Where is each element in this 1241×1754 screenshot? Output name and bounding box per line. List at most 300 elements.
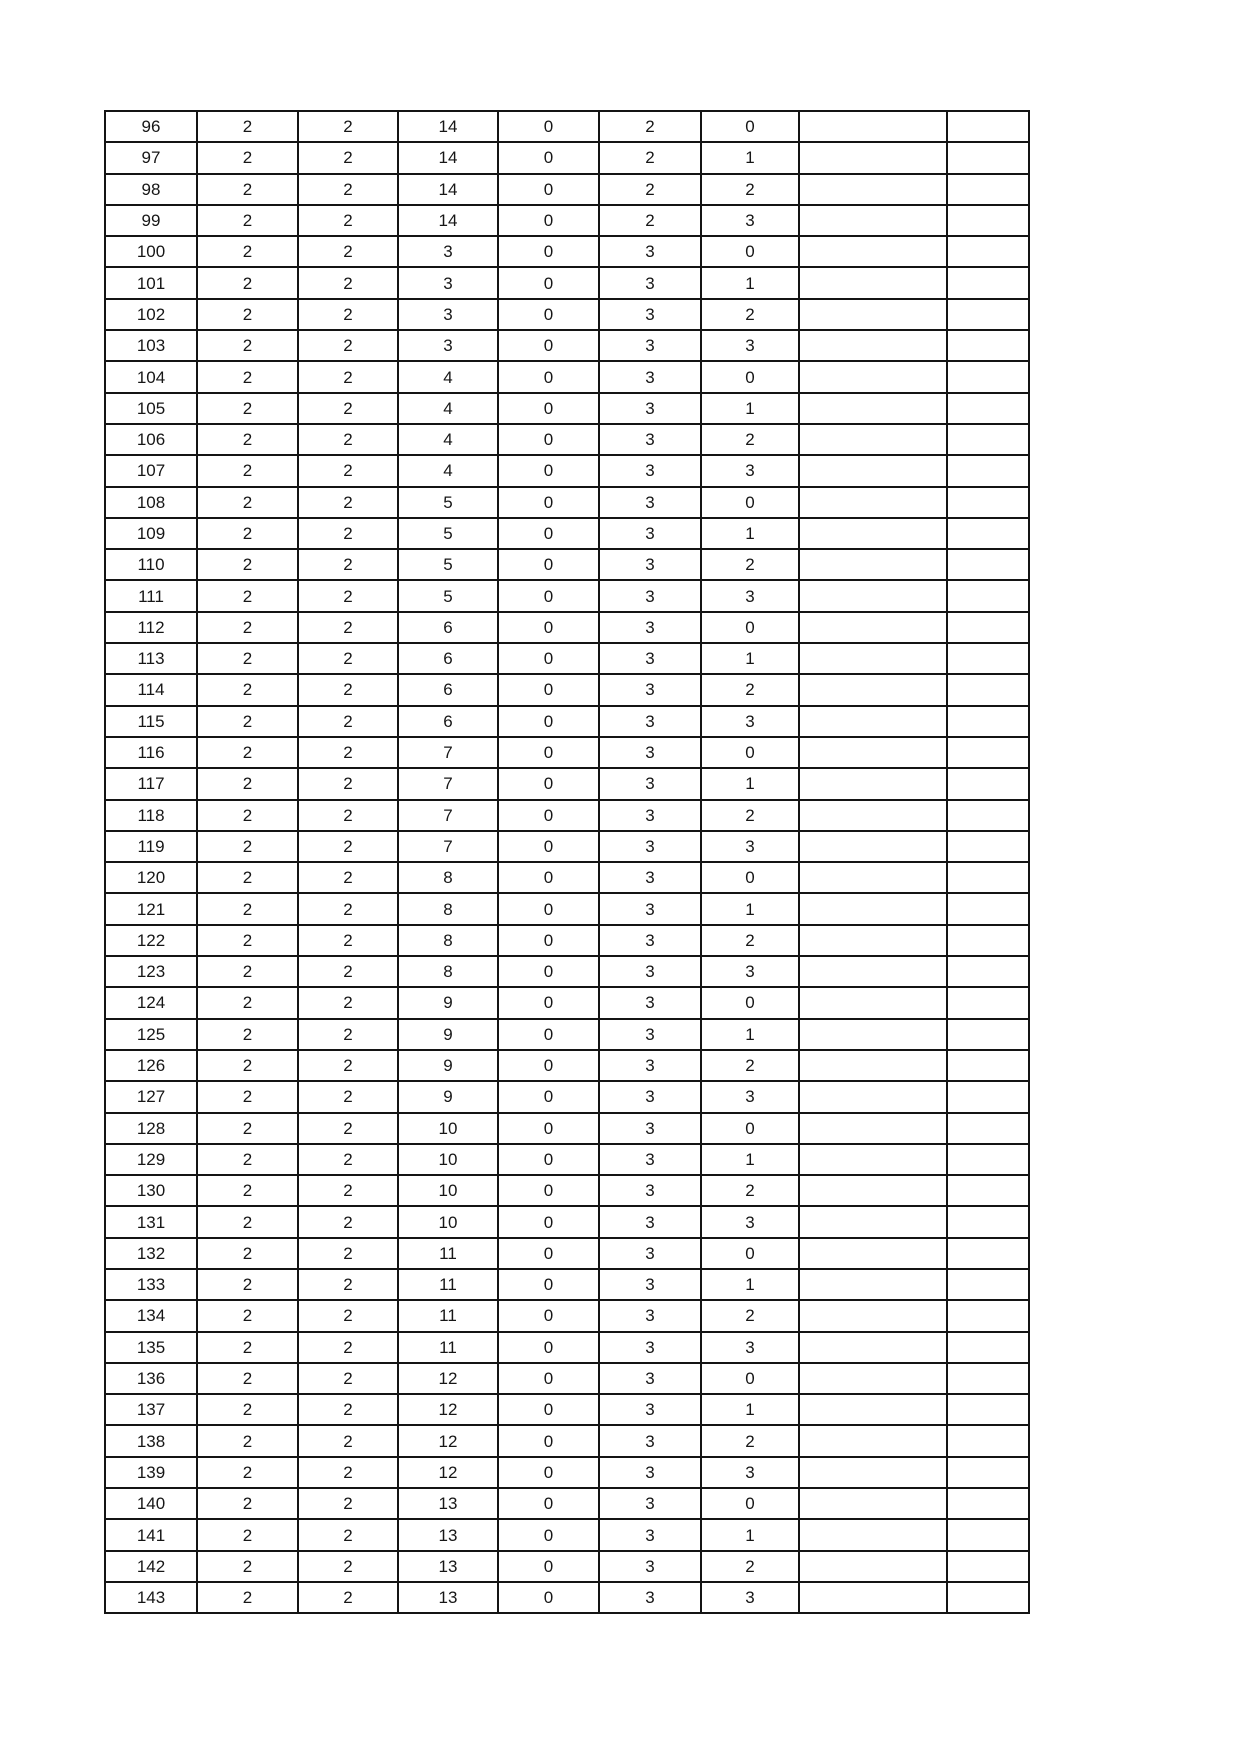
table-cell: 0 xyxy=(498,549,599,580)
table-cell: 2 xyxy=(298,267,398,298)
table-cell: 2 xyxy=(197,643,298,674)
table-cell: 0 xyxy=(498,424,599,455)
table-cell: 0 xyxy=(701,1238,799,1269)
table-cell: 2 xyxy=(197,580,298,611)
table-cell: 2 xyxy=(298,737,398,768)
table-cell: 0 xyxy=(701,1113,799,1144)
table-cell: 2 xyxy=(197,956,298,987)
table-cell xyxy=(799,487,947,518)
table-cell xyxy=(947,674,1029,705)
table-cell: 0 xyxy=(701,111,799,142)
table-cell: 3 xyxy=(599,1332,701,1363)
table-cell xyxy=(799,768,947,799)
table-cell xyxy=(947,706,1029,737)
table-cell: 14 xyxy=(398,205,498,236)
table-cell: 3 xyxy=(599,1582,701,1613)
table-row xyxy=(105,768,1029,799)
table-cell: 3 xyxy=(599,768,701,799)
table-cell: 2 xyxy=(197,267,298,298)
table-cell: 2 xyxy=(701,1551,799,1582)
table-cell: 3 xyxy=(398,299,498,330)
table-cell: 0 xyxy=(701,737,799,768)
table-cell: 2 xyxy=(298,893,398,924)
table-cell: 139 xyxy=(105,1457,197,1488)
table-cell: 2 xyxy=(197,1175,298,1206)
table-cell xyxy=(947,1300,1029,1331)
table-cell: 2 xyxy=(197,1488,298,1519)
table-cell: 11 xyxy=(398,1332,498,1363)
table-cell: 0 xyxy=(498,1081,599,1112)
table-cell xyxy=(947,1019,1029,1050)
table-cell: 8 xyxy=(398,862,498,893)
table-cell: 3 xyxy=(599,580,701,611)
table-cell xyxy=(947,236,1029,267)
table-cell: 10 xyxy=(398,1113,498,1144)
table-cell: 2 xyxy=(298,1394,398,1425)
table-cell: 2 xyxy=(298,330,398,361)
table-cell xyxy=(947,330,1029,361)
table-cell xyxy=(947,267,1029,298)
table-cell: 2 xyxy=(197,424,298,455)
table-cell: 2 xyxy=(197,1363,298,1394)
table-row xyxy=(105,893,1029,924)
table-cell: 0 xyxy=(498,299,599,330)
table-cell: 2 xyxy=(298,1300,398,1331)
table-cell: 1 xyxy=(701,267,799,298)
table-cell: 13 xyxy=(398,1519,498,1550)
table-cell: 0 xyxy=(498,612,599,643)
table-cell xyxy=(947,174,1029,205)
table-row xyxy=(105,1551,1029,1582)
table-cell xyxy=(947,393,1029,424)
table-cell xyxy=(947,1488,1029,1519)
table-cell: 119 xyxy=(105,831,197,862)
table-cell: 2 xyxy=(701,1300,799,1331)
table-row xyxy=(105,1457,1029,1488)
table-cell: 103 xyxy=(105,330,197,361)
table-cell: 0 xyxy=(498,330,599,361)
table-cell xyxy=(799,1519,947,1550)
table-cell: 107 xyxy=(105,455,197,486)
table-cell: 0 xyxy=(498,831,599,862)
table-cell: 1 xyxy=(701,643,799,674)
table-cell: 3 xyxy=(701,1332,799,1363)
table-cell: 136 xyxy=(105,1363,197,1394)
table-cell xyxy=(799,1175,947,1206)
table-cell: 2 xyxy=(197,455,298,486)
table-cell: 2 xyxy=(197,706,298,737)
table-cell xyxy=(947,1394,1029,1425)
table-cell: 0 xyxy=(498,1269,599,1300)
table-row xyxy=(105,1144,1029,1175)
table-cell: 2 xyxy=(197,1238,298,1269)
table-cell: 3 xyxy=(701,1206,799,1237)
table-cell: 2 xyxy=(701,800,799,831)
table-cell xyxy=(799,580,947,611)
table-cell: 2 xyxy=(298,800,398,831)
table-cell: 117 xyxy=(105,768,197,799)
table-cell xyxy=(799,205,947,236)
table-row xyxy=(105,612,1029,643)
table-cell: 3 xyxy=(599,299,701,330)
table-row xyxy=(105,299,1029,330)
table-cell xyxy=(799,1332,947,1363)
table-cell: 0 xyxy=(498,487,599,518)
table-cell xyxy=(947,1332,1029,1363)
table-cell: 10 xyxy=(398,1144,498,1175)
table-cell: 3 xyxy=(599,330,701,361)
table-cell: 1 xyxy=(701,1519,799,1550)
table-cell: 0 xyxy=(498,925,599,956)
table-cell: 3 xyxy=(398,330,498,361)
table-cell: 3 xyxy=(701,831,799,862)
table-cell: 2 xyxy=(197,1019,298,1050)
table-cell: 0 xyxy=(498,1519,599,1550)
table-cell: 2 xyxy=(298,831,398,862)
table-cell: 2 xyxy=(197,1269,298,1300)
table-cell: 2 xyxy=(298,518,398,549)
table-cell: 1 xyxy=(701,768,799,799)
table-cell: 122 xyxy=(105,925,197,956)
table-cell xyxy=(947,518,1029,549)
table-cell: 6 xyxy=(398,706,498,737)
table-row xyxy=(105,987,1029,1018)
table-cell: 3 xyxy=(701,1457,799,1488)
table-cell xyxy=(799,1113,947,1144)
table-cell: 0 xyxy=(701,1488,799,1519)
table-row xyxy=(105,174,1029,205)
table-cell: 3 xyxy=(599,1019,701,1050)
table-cell: 2 xyxy=(298,1175,398,1206)
table-cell: 96 xyxy=(105,111,197,142)
table-cell xyxy=(947,1144,1029,1175)
table-row xyxy=(105,800,1029,831)
table-cell: 0 xyxy=(498,361,599,392)
table-cell: 2 xyxy=(298,205,398,236)
table-cell: 2 xyxy=(197,737,298,768)
table-cell: 2 xyxy=(298,768,398,799)
table-cell: 5 xyxy=(398,518,498,549)
table-cell: 113 xyxy=(105,643,197,674)
table-cell: 8 xyxy=(398,925,498,956)
table-cell xyxy=(947,768,1029,799)
table-cell xyxy=(799,1394,947,1425)
table-cell: 3 xyxy=(599,1238,701,1269)
table-cell: 0 xyxy=(498,1050,599,1081)
table-row xyxy=(105,1363,1029,1394)
table-cell: 133 xyxy=(105,1269,197,1300)
table-cell: 0 xyxy=(498,1457,599,1488)
table-row xyxy=(105,111,1029,142)
table-cell: 132 xyxy=(105,1238,197,1269)
table-cell xyxy=(947,424,1029,455)
table-cell xyxy=(799,361,947,392)
table-cell xyxy=(799,1551,947,1582)
table-cell: 2 xyxy=(298,1081,398,1112)
table-cell: 2 xyxy=(197,205,298,236)
table-row xyxy=(105,330,1029,361)
table-cell: 104 xyxy=(105,361,197,392)
table-cell: 120 xyxy=(105,862,197,893)
table-row xyxy=(105,1519,1029,1550)
table-cell: 13 xyxy=(398,1488,498,1519)
table-cell xyxy=(799,1238,947,1269)
table-row xyxy=(105,925,1029,956)
table-cell: 0 xyxy=(498,893,599,924)
table-row xyxy=(105,518,1029,549)
table-cell: 3 xyxy=(701,956,799,987)
table-cell: 2 xyxy=(701,1425,799,1456)
table-cell: 2 xyxy=(197,862,298,893)
table-cell: 4 xyxy=(398,424,498,455)
table-cell: 108 xyxy=(105,487,197,518)
table-cell: 2 xyxy=(197,111,298,142)
table-cell: 2 xyxy=(298,549,398,580)
table-cell xyxy=(799,1019,947,1050)
table-cell: 2 xyxy=(298,580,398,611)
table-cell: 3 xyxy=(701,580,799,611)
table-cell: 2 xyxy=(298,1363,398,1394)
table-cell: 2 xyxy=(298,1238,398,1269)
table-cell xyxy=(947,925,1029,956)
table-cell xyxy=(947,455,1029,486)
table-cell: 3 xyxy=(398,267,498,298)
table-cell: 3 xyxy=(599,393,701,424)
table-cell: 0 xyxy=(701,1363,799,1394)
table-cell: 11 xyxy=(398,1300,498,1331)
table-cell: 7 xyxy=(398,768,498,799)
table-cell: 106 xyxy=(105,424,197,455)
table-cell xyxy=(799,1457,947,1488)
table-cell xyxy=(799,111,947,142)
table-cell: 0 xyxy=(701,487,799,518)
table-cell: 124 xyxy=(105,987,197,1018)
table-cell xyxy=(799,893,947,924)
table-cell xyxy=(799,1081,947,1112)
table-cell: 2 xyxy=(701,1175,799,1206)
table-cell: 3 xyxy=(599,518,701,549)
table-cell: 2 xyxy=(197,893,298,924)
table-cell: 3 xyxy=(599,1425,701,1456)
table-cell: 5 xyxy=(398,487,498,518)
table-cell: 0 xyxy=(498,518,599,549)
table-cell xyxy=(947,862,1029,893)
table-cell: 105 xyxy=(105,393,197,424)
table-cell: 3 xyxy=(599,925,701,956)
table-cell xyxy=(799,549,947,580)
table-row xyxy=(105,1582,1029,1613)
table-cell xyxy=(947,1050,1029,1081)
table-cell: 98 xyxy=(105,174,197,205)
table-cell xyxy=(799,800,947,831)
table-cell: 12 xyxy=(398,1425,498,1456)
table-cell xyxy=(947,1175,1029,1206)
table-cell: 9 xyxy=(398,1081,498,1112)
table-cell: 2 xyxy=(298,455,398,486)
table-cell xyxy=(947,1582,1029,1613)
table-cell xyxy=(947,1113,1029,1144)
table-cell xyxy=(947,487,1029,518)
table-cell: 3 xyxy=(599,737,701,768)
table-cell: 0 xyxy=(498,674,599,705)
table-cell xyxy=(947,205,1029,236)
table-cell: 137 xyxy=(105,1394,197,1425)
table-cell xyxy=(947,893,1029,924)
table-cell: 2 xyxy=(197,1457,298,1488)
table-cell: 2 xyxy=(197,1582,298,1613)
table-cell xyxy=(947,142,1029,173)
table-cell: 1 xyxy=(701,518,799,549)
table-cell: 126 xyxy=(105,1050,197,1081)
table-row xyxy=(105,1175,1029,1206)
table-cell: 2 xyxy=(298,1582,398,1613)
table-cell: 0 xyxy=(498,800,599,831)
table-cell xyxy=(947,1238,1029,1269)
table-cell: 7 xyxy=(398,831,498,862)
table-cell: 130 xyxy=(105,1175,197,1206)
table-cell: 0 xyxy=(498,1238,599,1269)
table-cell: 2 xyxy=(197,1144,298,1175)
table-cell: 121 xyxy=(105,893,197,924)
table-cell: 0 xyxy=(498,455,599,486)
table-cell: 131 xyxy=(105,1206,197,1237)
table-cell: 9 xyxy=(398,1050,498,1081)
table-row xyxy=(105,706,1029,737)
table-cell xyxy=(947,1363,1029,1394)
table-cell: 2 xyxy=(197,925,298,956)
table-cell: 143 xyxy=(105,1582,197,1613)
table-cell xyxy=(799,987,947,1018)
table-cell xyxy=(799,737,947,768)
table-cell: 2 xyxy=(298,393,398,424)
table-cell: 2 xyxy=(197,549,298,580)
table-cell: 3 xyxy=(599,893,701,924)
table-cell: 3 xyxy=(599,1050,701,1081)
table-cell: 3 xyxy=(599,1081,701,1112)
table-cell xyxy=(799,236,947,267)
table-cell: 2 xyxy=(701,299,799,330)
table-cell: 3 xyxy=(701,455,799,486)
table-cell: 2 xyxy=(197,1425,298,1456)
table-cell: 2 xyxy=(701,925,799,956)
table-cell xyxy=(947,956,1029,987)
table-cell: 97 xyxy=(105,142,197,173)
table-row xyxy=(105,142,1029,173)
table-cell: 2 xyxy=(197,1050,298,1081)
table-cell: 3 xyxy=(599,361,701,392)
table-cell: 0 xyxy=(498,1488,599,1519)
table-cell: 2 xyxy=(298,674,398,705)
table-cell: 142 xyxy=(105,1551,197,1582)
table-cell: 140 xyxy=(105,1488,197,1519)
table-row xyxy=(105,549,1029,580)
table-cell: 99 xyxy=(105,205,197,236)
table-cell xyxy=(799,706,947,737)
table-cell: 2 xyxy=(197,330,298,361)
table-cell: 2 xyxy=(298,1551,398,1582)
table-cell: 3 xyxy=(599,1394,701,1425)
table-cell: 13 xyxy=(398,1582,498,1613)
table-cell: 6 xyxy=(398,674,498,705)
table-row xyxy=(105,1050,1029,1081)
table-cell xyxy=(947,111,1029,142)
table-cell xyxy=(799,1206,947,1237)
table-cell: 0 xyxy=(498,580,599,611)
table-cell xyxy=(799,330,947,361)
table-cell: 3 xyxy=(599,1269,701,1300)
table-cell: 5 xyxy=(398,580,498,611)
table-cell: 2 xyxy=(701,174,799,205)
table-cell: 5 xyxy=(398,549,498,580)
table-cell: 118 xyxy=(105,800,197,831)
table-cell xyxy=(799,299,947,330)
table-cell: 3 xyxy=(599,1113,701,1144)
table-cell: 2 xyxy=(701,674,799,705)
table-cell: 3 xyxy=(599,424,701,455)
table-cell: 3 xyxy=(599,643,701,674)
table-cell: 3 xyxy=(599,1144,701,1175)
table-cell: 2 xyxy=(701,424,799,455)
table-cell: 2 xyxy=(197,1519,298,1550)
table-cell: 1 xyxy=(701,142,799,173)
table-cell xyxy=(799,142,947,173)
table-cell: 0 xyxy=(498,1363,599,1394)
table-row xyxy=(105,487,1029,518)
table-cell xyxy=(799,1363,947,1394)
table-cell xyxy=(799,455,947,486)
table-cell: 9 xyxy=(398,987,498,1018)
table-cell: 0 xyxy=(498,174,599,205)
table-cell: 2 xyxy=(197,361,298,392)
table-cell: 0 xyxy=(498,142,599,173)
table-cell xyxy=(799,643,947,674)
table-cell: 2 xyxy=(298,706,398,737)
table-cell: 115 xyxy=(105,706,197,737)
table-row xyxy=(105,236,1029,267)
table-cell: 2 xyxy=(298,987,398,1018)
table-cell: 0 xyxy=(701,612,799,643)
table-cell xyxy=(947,612,1029,643)
table-cell: 123 xyxy=(105,956,197,987)
table-row xyxy=(105,1488,1029,1519)
table-cell xyxy=(799,424,947,455)
table-cell: 3 xyxy=(599,267,701,298)
table-cell: 134 xyxy=(105,1300,197,1331)
table-cell: 3 xyxy=(701,706,799,737)
table-cell: 2 xyxy=(298,1113,398,1144)
table-cell: 4 xyxy=(398,393,498,424)
table-cell: 6 xyxy=(398,643,498,674)
table-cell: 0 xyxy=(498,987,599,1018)
table-cell: 2 xyxy=(298,1019,398,1050)
table-cell xyxy=(799,674,947,705)
table-cell xyxy=(799,831,947,862)
table-cell: 7 xyxy=(398,800,498,831)
table-cell: 0 xyxy=(498,236,599,267)
table-cell: 14 xyxy=(398,111,498,142)
table-cell xyxy=(799,862,947,893)
table-cell: 135 xyxy=(105,1332,197,1363)
table-cell xyxy=(799,174,947,205)
table-row xyxy=(105,1269,1029,1300)
table-cell: 1 xyxy=(701,1144,799,1175)
table-cell: 1 xyxy=(701,1394,799,1425)
table-cell: 12 xyxy=(398,1394,498,1425)
table-cell: 2 xyxy=(298,299,398,330)
table-cell: 125 xyxy=(105,1019,197,1050)
table-cell: 101 xyxy=(105,267,197,298)
table-cell: 0 xyxy=(498,862,599,893)
